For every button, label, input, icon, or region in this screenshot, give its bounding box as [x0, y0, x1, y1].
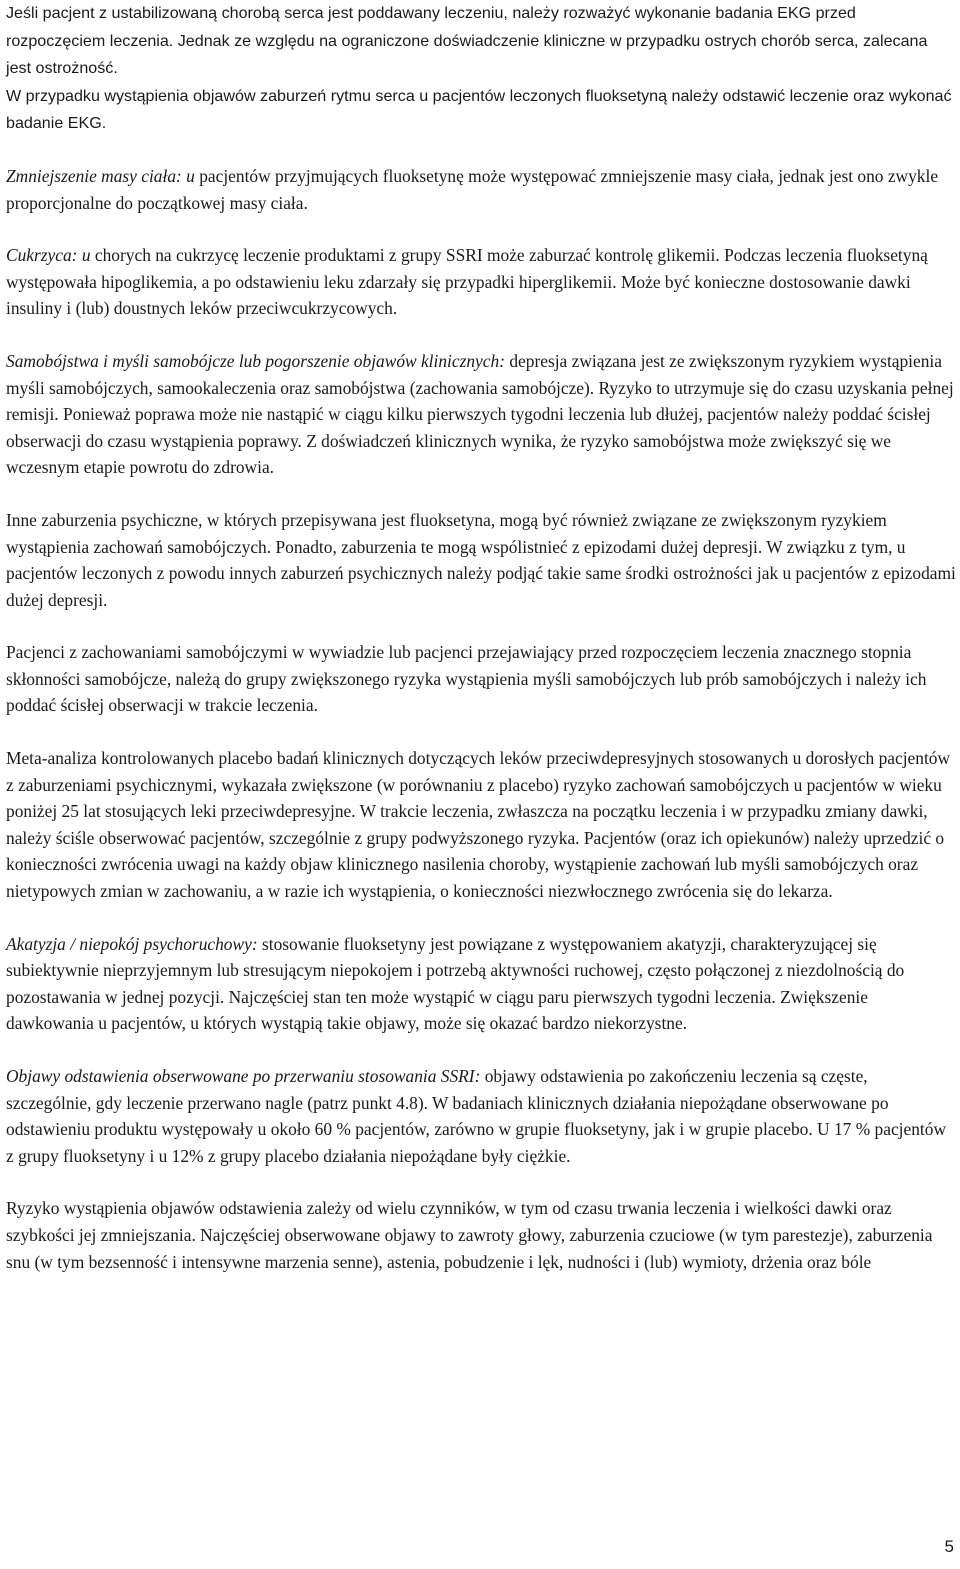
weight-loss-text: pacjentów przyjmujących fluoksetynę może występować zmniejszenie masy ciała, jednak jest ono zwykle proporcjonalne do początkowej masy ciała.	[6, 165, 939, 213]
paragraph-suicide	[6, 348, 956, 481]
paragraph-weight-loss	[6, 163, 956, 216]
paragraph-meta-analysis: Meta-analiza kontrolowanych placebo badań klinicznych dotyczących leków przeciwdepresyjnych stosowanych u dorosłych pacjentów z zaburzeniami psychicznymi, wykazała zwiększone (w porównaniu z placebo) ryzyko zachowań samobójczych u pacjentów w wieku poniżej 25 lat stosujących leki przeciwdepresyjne. W trakcie leczenia, zwłaszcza na początku leczenia i w przypadku zmiany dawki, należy ściśle obserwować pacjentów, szczególnie z grupy podwyższonego ryzyka. Pacjentów (oraz ich opiekunów) należy uprzedzić o konieczności zwrócenia uwagi na każdy objaw klinicznego nasilenia choroby, wystąpienie zachowań lub myśli samobójczych oraz nietypowych zmian w zachowaniu, a w razie ich wystąpienia, o konieczności niezwłocznego zwrócenia się do lekarza.	[6, 748, 951, 902]
paragraph-withdrawal	[6, 1063, 956, 1169]
ekg-text-1: Jeśli pacjent z ustabilizowaną chorobą serca jest poddawany leczeniu, należy rozważyć wykonanie badania EKG przed rozpoczęciem leczenia. Jednak ze względu na ograniczone doświadczenie kliniczne w przypadku ostrych chorób serca, zalecana jest ostrożność.	[6, 4, 928, 78]
paragraph-diabetes	[6, 242, 956, 322]
diabetes-text: chorych na cukrzycę leczenie produktami z grupy SSRI może zaburzać kontrolę glikemii. Podczas leczenia fluoksetyną występowała hipoglikemia, a po odstawieniu leku zdarzały się przypadki hiperglikemii. Może być konieczne dostosowanie dawki insuliny i (lub) doustnych leków przeciwcukrzycowych.	[6, 245, 928, 319]
suicide-heading: Samobójstwa i myśli samobójcze lub pogorszenie objawów klinicznych:	[6, 350, 505, 371]
akathisia-heading: Akatyzja / niepokój psychoruchowy:	[6, 933, 258, 954]
paragraph-other-disorders: Inne zaburzenia psychiczne, w których przepisywana jest fluoksetyna, mogą być również związane ze zwiększonym ryzykiem wystąpienia zachowań samobójczych. Ponadto, zaburzenia te mogą wspólistnieć z epizodami dużej depresji. W związku z tym, u pacjentów leczonych z powodu innych zaburzeń psychicznych należy podjąć takie same środki ostrożności jak u pacjentów z epizodami dużej depresji.	[6, 509, 956, 610]
paragraph-suicide-history: Pacjenci z zachowaniami samobójczymi w wywiadzie lub pacjenci przejawiający przed rozpoczęciem leczenia znacznego stopnia skłonności samobójcze, należą do grupy zwiększonego ryzyka wystąpienia myśli samobójczych lub prób samobójczych i należy ich poddać ścisłej obserwacji w trakcie leczenia.	[6, 642, 927, 716]
paragraph-akathisia	[6, 931, 956, 1037]
document-page	[6, 0, 956, 1301]
ekg-text-2: W przypadku wystąpienia objawów zaburzeń rytmu serca u pacjentów leczonych fluoksetyną należy odstawić leczenie oraz wykonać badanie EKG.	[6, 86, 952, 133]
diabetes-heading: Cukrzyca: u	[6, 245, 91, 266]
suicide-text: depresja związana jest ze zwiększonym ryzykiem wystąpienia myśli samobójczych, samookaleczenia oraz samobójstwa (zachowania samobójcze). Ryzyko to utrzymuje się do czasu uzyskania pełnej remisji. Ponieważ poprawa może nie nastąpić w ciągu kilku pierwszych tygodni leczenia lub dłużej, pacjentów należy poddać ścisłej obserwacji do czasu wystąpienia poprawy. Z doświadczeń klinicznych wynika, że ryzyko samobójstwa może zwiększyć się we wczesnym etapie powrotu do zdrowia.	[6, 350, 954, 478]
withdrawal-heading: Objawy odstawienia obserwowane po przerwaniu stosowania SSRI:	[6, 1066, 481, 1086]
paragraph-withdrawal-risk: Ryzyko wystąpienia objawów odstawienia zależy od wielu czynników, w tym od czasu trwania leczenia i wielkości dawki oraz szybkości jej zmniejszania. Najczęściej obserwowane objawy to zawroty głowy, zaburzenia czuciowe (w tym parestezje), zaburzenia snu (w tym bezsenność i intensywne marzenia senne), astenia, pobudzenie i lęk, nudności i (lub) wymioty, drżenia oraz bóle	[6, 1198, 933, 1272]
akathisia-text: stosowanie fluoksetyny jest powiązane z występowaniem akatyzji, charakteryzującej się subiektywnie nieprzyjemnym lub stresującym niepokojem i potrzebą aktywności ruchowej, często połączonej z niezdolnością do pozostawania w jednej pozycji. Najczęściej stan ten może wystąpić w ciągu paru pierwszych tygodni leczenia. Zwiększenie dawkowania u pacjentów, u których wystąpią takie objawy, może się okazać bardzo niekorzystne.	[6, 933, 905, 1034]
weight-loss-heading: Zmniejszenie masy ciała: u	[6, 165, 195, 186]
page-number: 5	[944, 1537, 954, 1556]
paragraph-ekg	[6, 0, 956, 137]
withdrawal-text: objawy odstawienia po zakończeniu leczenia są częste, szczególnie, gdy leczenie przerwano nagle (patrz punkt 4.8). W badaniach klinicznych działania niepożądane obserwowane po odstawieniu produktu występowały u około 60 % pacjentów, zarówno w grupie fluoksetyny, jak i w grupie placebo. U 17 % pacjentów z grupy fluoksetyny i u 12% z grupy placebo działania niepożądane były ciężkie.	[6, 1066, 947, 1166]
